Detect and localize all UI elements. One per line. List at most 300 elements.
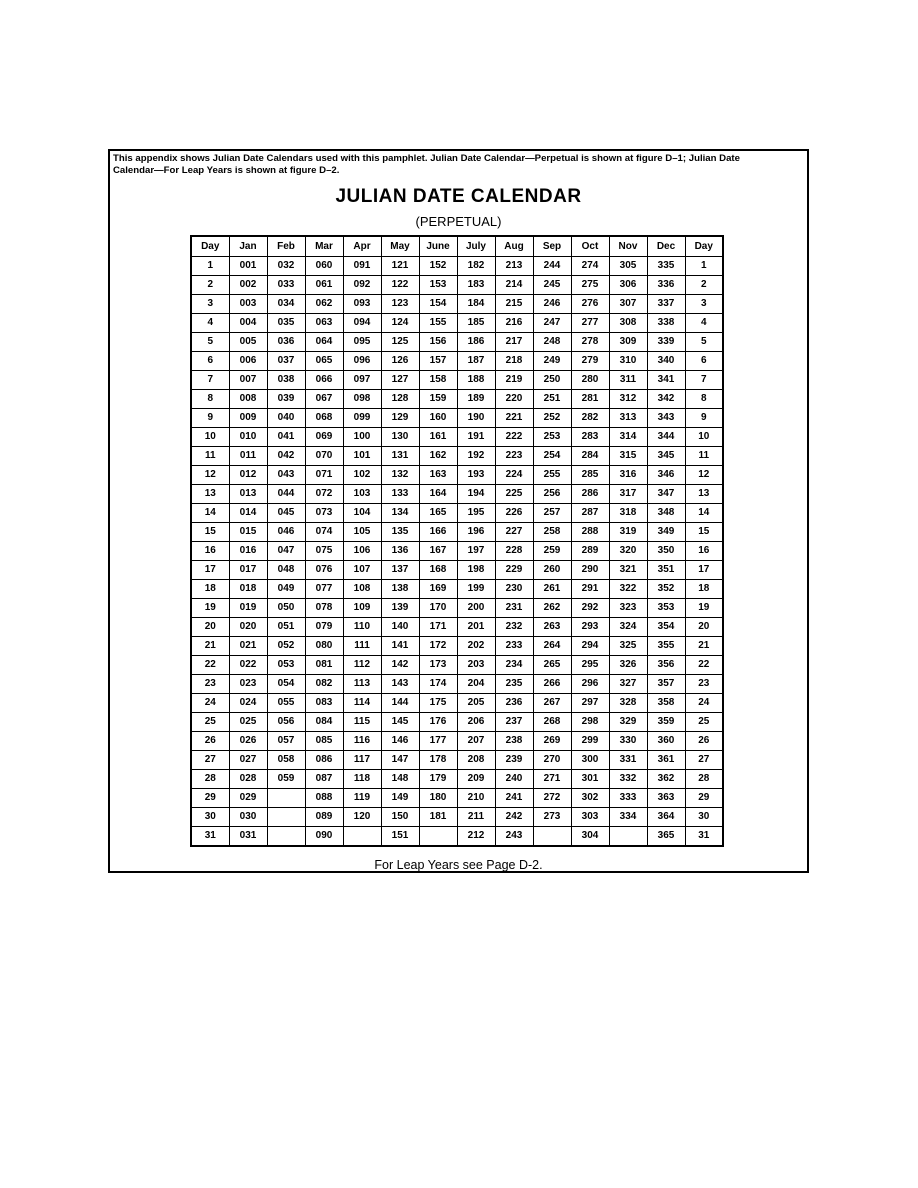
table-row [191, 314, 723, 333]
table-row [191, 580, 723, 599]
table-cell: 134 [381, 504, 419, 523]
table-cell: 181 [419, 808, 457, 827]
table-cell: 052 [267, 637, 305, 656]
column-header: Jan [229, 236, 267, 257]
table-cell: 273 [533, 808, 571, 827]
table-cell: 307 [609, 295, 647, 314]
table-cell: 19 [191, 599, 229, 618]
table-cell [419, 827, 457, 847]
table-cell: 150 [381, 808, 419, 827]
table-cell: 1 [685, 257, 723, 276]
table-cell: 268 [533, 713, 571, 732]
table-cell: 17 [191, 561, 229, 580]
table-cell: 232 [495, 618, 533, 637]
table-cell: 194 [457, 485, 495, 504]
table-cell: 284 [571, 447, 609, 466]
table-cell: 101 [343, 447, 381, 466]
table-cell: 164 [419, 485, 457, 504]
table-cell: 033 [267, 276, 305, 295]
table-cell: 147 [381, 751, 419, 770]
table-cell: 020 [229, 618, 267, 637]
table-cell: 106 [343, 542, 381, 561]
table-cell: 25 [191, 713, 229, 732]
table-cell: 085 [305, 732, 343, 751]
table-cell: 317 [609, 485, 647, 504]
table-cell: 168 [419, 561, 457, 580]
table-cell: 070 [305, 447, 343, 466]
table-cell: 340 [647, 352, 685, 371]
table-cell: 336 [647, 276, 685, 295]
table-cell: 213 [495, 257, 533, 276]
table-cell: 114 [343, 694, 381, 713]
table-cell: 214 [495, 276, 533, 295]
table-cell: 243 [495, 827, 533, 847]
table-cell: 154 [419, 295, 457, 314]
table-cell: 054 [267, 675, 305, 694]
column-header: May [381, 236, 419, 257]
intro-text [113, 153, 811, 177]
table-cell: 343 [647, 409, 685, 428]
table-cell: 8 [191, 390, 229, 409]
table-cell: 047 [267, 542, 305, 561]
julian-date-table [190, 235, 724, 847]
table-cell: 266 [533, 675, 571, 694]
table-cell: 082 [305, 675, 343, 694]
table-cell: 14 [685, 504, 723, 523]
table-cell: 022 [229, 656, 267, 675]
table-cell [609, 827, 647, 847]
table-cell: 354 [647, 618, 685, 637]
table-cell: 10 [685, 428, 723, 447]
table-cell: 111 [343, 637, 381, 656]
table-cell: 4 [191, 314, 229, 333]
table-cell: 198 [457, 561, 495, 580]
page-subtitle: (PERPETUAL) [415, 214, 502, 229]
table-cell: 231 [495, 599, 533, 618]
table-cell: 223 [495, 447, 533, 466]
table-cell: 186 [457, 333, 495, 352]
table-cell: 352 [647, 580, 685, 599]
table-cell: 3 [685, 295, 723, 314]
table-cell: 359 [647, 713, 685, 732]
table-cell: 062 [305, 295, 343, 314]
table-cell: 7 [191, 371, 229, 390]
table-cell: 357 [647, 675, 685, 694]
table-cell: 013 [229, 485, 267, 504]
table-cell: 155 [419, 314, 457, 333]
table-cell: 23 [685, 675, 723, 694]
table-cell: 072 [305, 485, 343, 504]
table-cell: 161 [419, 428, 457, 447]
table-cell: 22 [685, 656, 723, 675]
table-cell: 059 [267, 770, 305, 789]
table-cell: 24 [685, 694, 723, 713]
table-cell: 318 [609, 504, 647, 523]
table-cell: 132 [381, 466, 419, 485]
table-cell: 098 [343, 390, 381, 409]
table-cell: 171 [419, 618, 457, 637]
table-cell: 8 [685, 390, 723, 409]
table-row [191, 713, 723, 732]
table-cell: 207 [457, 732, 495, 751]
table-cell: 27 [685, 751, 723, 770]
table-cell: 17 [685, 561, 723, 580]
table-cell: 133 [381, 485, 419, 504]
table-cell: 271 [533, 770, 571, 789]
table-cell: 277 [571, 314, 609, 333]
table-cell: 279 [571, 352, 609, 371]
column-header: Feb [267, 236, 305, 257]
table-cell: 026 [229, 732, 267, 751]
table-cell: 005 [229, 333, 267, 352]
table-cell: 288 [571, 523, 609, 542]
table-cell: 322 [609, 580, 647, 599]
table-cell: 337 [647, 295, 685, 314]
table-cell: 338 [647, 314, 685, 333]
table-cell: 13 [685, 485, 723, 504]
table-cell: 025 [229, 713, 267, 732]
table-cell: 103 [343, 485, 381, 504]
table-cell: 170 [419, 599, 457, 618]
table-cell: 361 [647, 751, 685, 770]
table-cell: 272 [533, 789, 571, 808]
table-cell: 278 [571, 333, 609, 352]
table-cell: 216 [495, 314, 533, 333]
table-row [191, 751, 723, 770]
table-cell: 255 [533, 466, 571, 485]
table-cell: 090 [305, 827, 343, 847]
table-cell: 1 [191, 257, 229, 276]
table-cell: 9 [685, 409, 723, 428]
table-cell: 4 [685, 314, 723, 333]
table-cell: 042 [267, 447, 305, 466]
column-header: July [457, 236, 495, 257]
table-cell: 138 [381, 580, 419, 599]
table-cell: 012 [229, 466, 267, 485]
table-cell: 250 [533, 371, 571, 390]
table-cell: 260 [533, 561, 571, 580]
table-cell: 001 [229, 257, 267, 276]
table-cell: 010 [229, 428, 267, 447]
table-cell: 107 [343, 561, 381, 580]
table-cell: 309 [609, 333, 647, 352]
table-row [191, 504, 723, 523]
table-cell: 225 [495, 485, 533, 504]
table-cell: 275 [571, 276, 609, 295]
table-cell: 344 [647, 428, 685, 447]
table-cell: 270 [533, 751, 571, 770]
table-cell: 172 [419, 637, 457, 656]
table-cell: 341 [647, 371, 685, 390]
table-cell: 348 [647, 504, 685, 523]
table-cell: 233 [495, 637, 533, 656]
table-cell: 029 [229, 789, 267, 808]
table-cell: 227 [495, 523, 533, 542]
table-cell: 200 [457, 599, 495, 618]
table-cell: 190 [457, 409, 495, 428]
table-cell: 289 [571, 542, 609, 561]
table-cell: 25 [685, 713, 723, 732]
table-cell: 140 [381, 618, 419, 637]
table-cell: 165 [419, 504, 457, 523]
table-cell: 178 [419, 751, 457, 770]
table-cell: 247 [533, 314, 571, 333]
table-cell: 19 [685, 599, 723, 618]
table-cell: 110 [343, 618, 381, 637]
table-row [191, 409, 723, 428]
table-cell: 069 [305, 428, 343, 447]
table-cell: 149 [381, 789, 419, 808]
table-cell: 050 [267, 599, 305, 618]
table-cell: 326 [609, 656, 647, 675]
table-cell: 321 [609, 561, 647, 580]
table-cell: 148 [381, 770, 419, 789]
table-cell: 302 [571, 789, 609, 808]
table-cell: 362 [647, 770, 685, 789]
table-cell: 262 [533, 599, 571, 618]
table-cell: 071 [305, 466, 343, 485]
table-cell: 130 [381, 428, 419, 447]
table-cell: 119 [343, 789, 381, 808]
table-cell: 143 [381, 675, 419, 694]
table-cell: 342 [647, 390, 685, 409]
table-cell: 282 [571, 409, 609, 428]
column-header: Sep [533, 236, 571, 257]
table-cell: 064 [305, 333, 343, 352]
page-title: JULIAN DATE CALENDAR [335, 186, 582, 207]
table-row [191, 827, 723, 847]
table-cell: 183 [457, 276, 495, 295]
table-cell: 285 [571, 466, 609, 485]
footer-note: For Leap Years see Page D-2. [374, 858, 543, 872]
table-cell: 131 [381, 447, 419, 466]
table-cell: 313 [609, 409, 647, 428]
table-cell: 230 [495, 580, 533, 599]
table-cell: 2 [685, 276, 723, 295]
intro-line-2: Calendar—For Leap Years is shown at figure D–2. [113, 165, 340, 176]
table-cell: 006 [229, 352, 267, 371]
table-cell: 045 [267, 504, 305, 523]
table-cell: 208 [457, 751, 495, 770]
table-cell: 074 [305, 523, 343, 542]
table-cell: 077 [305, 580, 343, 599]
table-cell: 238 [495, 732, 533, 751]
table-cell: 209 [457, 770, 495, 789]
table-cell: 298 [571, 713, 609, 732]
table-cell: 091 [343, 257, 381, 276]
calendar-frame [108, 149, 809, 873]
table-cell: 29 [685, 789, 723, 808]
table-cell: 11 [191, 447, 229, 466]
table-cell: 049 [267, 580, 305, 599]
table-cell: 21 [685, 637, 723, 656]
table-cell: 294 [571, 637, 609, 656]
table-cell: 159 [419, 390, 457, 409]
table-row [191, 447, 723, 466]
table-cell: 128 [381, 390, 419, 409]
column-header: Apr [343, 236, 381, 257]
table-cell: 027 [229, 751, 267, 770]
table-cell: 290 [571, 561, 609, 580]
table-cell: 245 [533, 276, 571, 295]
table-row [191, 808, 723, 827]
table-cell: 095 [343, 333, 381, 352]
table-cell: 353 [647, 599, 685, 618]
table-cell: 199 [457, 580, 495, 599]
table-cell: 083 [305, 694, 343, 713]
table-cell: 192 [457, 447, 495, 466]
table-cell: 003 [229, 295, 267, 314]
table-cell: 327 [609, 675, 647, 694]
table-cell: 5 [685, 333, 723, 352]
table-cell: 023 [229, 675, 267, 694]
table-cell: 156 [419, 333, 457, 352]
table-cell: 329 [609, 713, 647, 732]
table-cell: 3 [191, 295, 229, 314]
table-cell: 105 [343, 523, 381, 542]
table-cell: 104 [343, 504, 381, 523]
table-row [191, 675, 723, 694]
table-cell: 177 [419, 732, 457, 751]
table-cell: 094 [343, 314, 381, 333]
table-cell: 15 [685, 523, 723, 542]
table-cell: 184 [457, 295, 495, 314]
table-cell: 259 [533, 542, 571, 561]
table-cell: 151 [381, 827, 419, 847]
table-cell: 163 [419, 466, 457, 485]
table-cell: 124 [381, 314, 419, 333]
table-cell: 146 [381, 732, 419, 751]
table-cell: 067 [305, 390, 343, 409]
table-cell: 174 [419, 675, 457, 694]
table-cell: 331 [609, 751, 647, 770]
table-cell: 10 [191, 428, 229, 447]
table-cell: 18 [685, 580, 723, 599]
table-cell: 12 [191, 466, 229, 485]
table-cell: 30 [685, 808, 723, 827]
table-cell: 141 [381, 637, 419, 656]
table-cell: 137 [381, 561, 419, 580]
table-cell: 304 [571, 827, 609, 847]
table-row [191, 295, 723, 314]
table-cell: 009 [229, 409, 267, 428]
table-cell: 333 [609, 789, 647, 808]
table-cell: 016 [229, 542, 267, 561]
table-cell: 281 [571, 390, 609, 409]
table-cell: 060 [305, 257, 343, 276]
table-cell: 041 [267, 428, 305, 447]
table-cell: 037 [267, 352, 305, 371]
table-cell: 057 [267, 732, 305, 751]
table-cell: 084 [305, 713, 343, 732]
column-header: Mar [305, 236, 343, 257]
table-cell: 363 [647, 789, 685, 808]
table-cell: 102 [343, 466, 381, 485]
table-cell: 16 [685, 542, 723, 561]
table-cell: 096 [343, 352, 381, 371]
table-cell: 28 [191, 770, 229, 789]
table-cell: 334 [609, 808, 647, 827]
table-cell: 089 [305, 808, 343, 827]
table-cell: 142 [381, 656, 419, 675]
table-cell: 312 [609, 390, 647, 409]
table-row [191, 523, 723, 542]
table-cell [267, 808, 305, 827]
column-header: Oct [571, 236, 609, 257]
table-row [191, 770, 723, 789]
table-cell: 246 [533, 295, 571, 314]
table-cell: 31 [191, 827, 229, 847]
table-cell: 242 [495, 808, 533, 827]
table-cell: 121 [381, 257, 419, 276]
table-cell: 21 [191, 637, 229, 656]
table-cell: 347 [647, 485, 685, 504]
table-cell: 040 [267, 409, 305, 428]
table-row [191, 390, 723, 409]
table-cell: 218 [495, 352, 533, 371]
table-cell: 205 [457, 694, 495, 713]
table-cell: 287 [571, 504, 609, 523]
table-row [191, 542, 723, 561]
table-cell: 339 [647, 333, 685, 352]
table-cell: 093 [343, 295, 381, 314]
table-cell: 166 [419, 523, 457, 542]
table-cell: 167 [419, 542, 457, 561]
column-header: Aug [495, 236, 533, 257]
table-cell: 228 [495, 542, 533, 561]
table-cell: 086 [305, 751, 343, 770]
table-cell: 145 [381, 713, 419, 732]
table-cell: 158 [419, 371, 457, 390]
table-cell: 187 [457, 352, 495, 371]
table-cell: 257 [533, 504, 571, 523]
table-cell: 043 [267, 466, 305, 485]
table-cell: 358 [647, 694, 685, 713]
table-cell: 182 [457, 257, 495, 276]
table-row [191, 485, 723, 504]
table-cell: 20 [685, 618, 723, 637]
table-cell: 048 [267, 561, 305, 580]
table-cell: 308 [609, 314, 647, 333]
table-cell: 220 [495, 390, 533, 409]
table-cell: 263 [533, 618, 571, 637]
table-cell: 267 [533, 694, 571, 713]
table-cell: 173 [419, 656, 457, 675]
table-cell: 297 [571, 694, 609, 713]
table-cell: 195 [457, 504, 495, 523]
table-cell: 350 [647, 542, 685, 561]
table-cell: 20 [191, 618, 229, 637]
table-cell: 251 [533, 390, 571, 409]
table-cell: 261 [533, 580, 571, 599]
table-cell: 118 [343, 770, 381, 789]
table-cell: 332 [609, 770, 647, 789]
table-cell: 068 [305, 409, 343, 428]
table-cell: 15 [191, 523, 229, 542]
table-cell: 222 [495, 428, 533, 447]
table-cell: 136 [381, 542, 419, 561]
table-cell: 176 [419, 713, 457, 732]
table-cell: 325 [609, 637, 647, 656]
table-row [191, 637, 723, 656]
table-cell: 256 [533, 485, 571, 504]
table-cell: 065 [305, 352, 343, 371]
table-cell: 032 [267, 257, 305, 276]
table-cell: 014 [229, 504, 267, 523]
table-cell: 112 [343, 656, 381, 675]
table-cell: 129 [381, 409, 419, 428]
table-cell: 236 [495, 694, 533, 713]
